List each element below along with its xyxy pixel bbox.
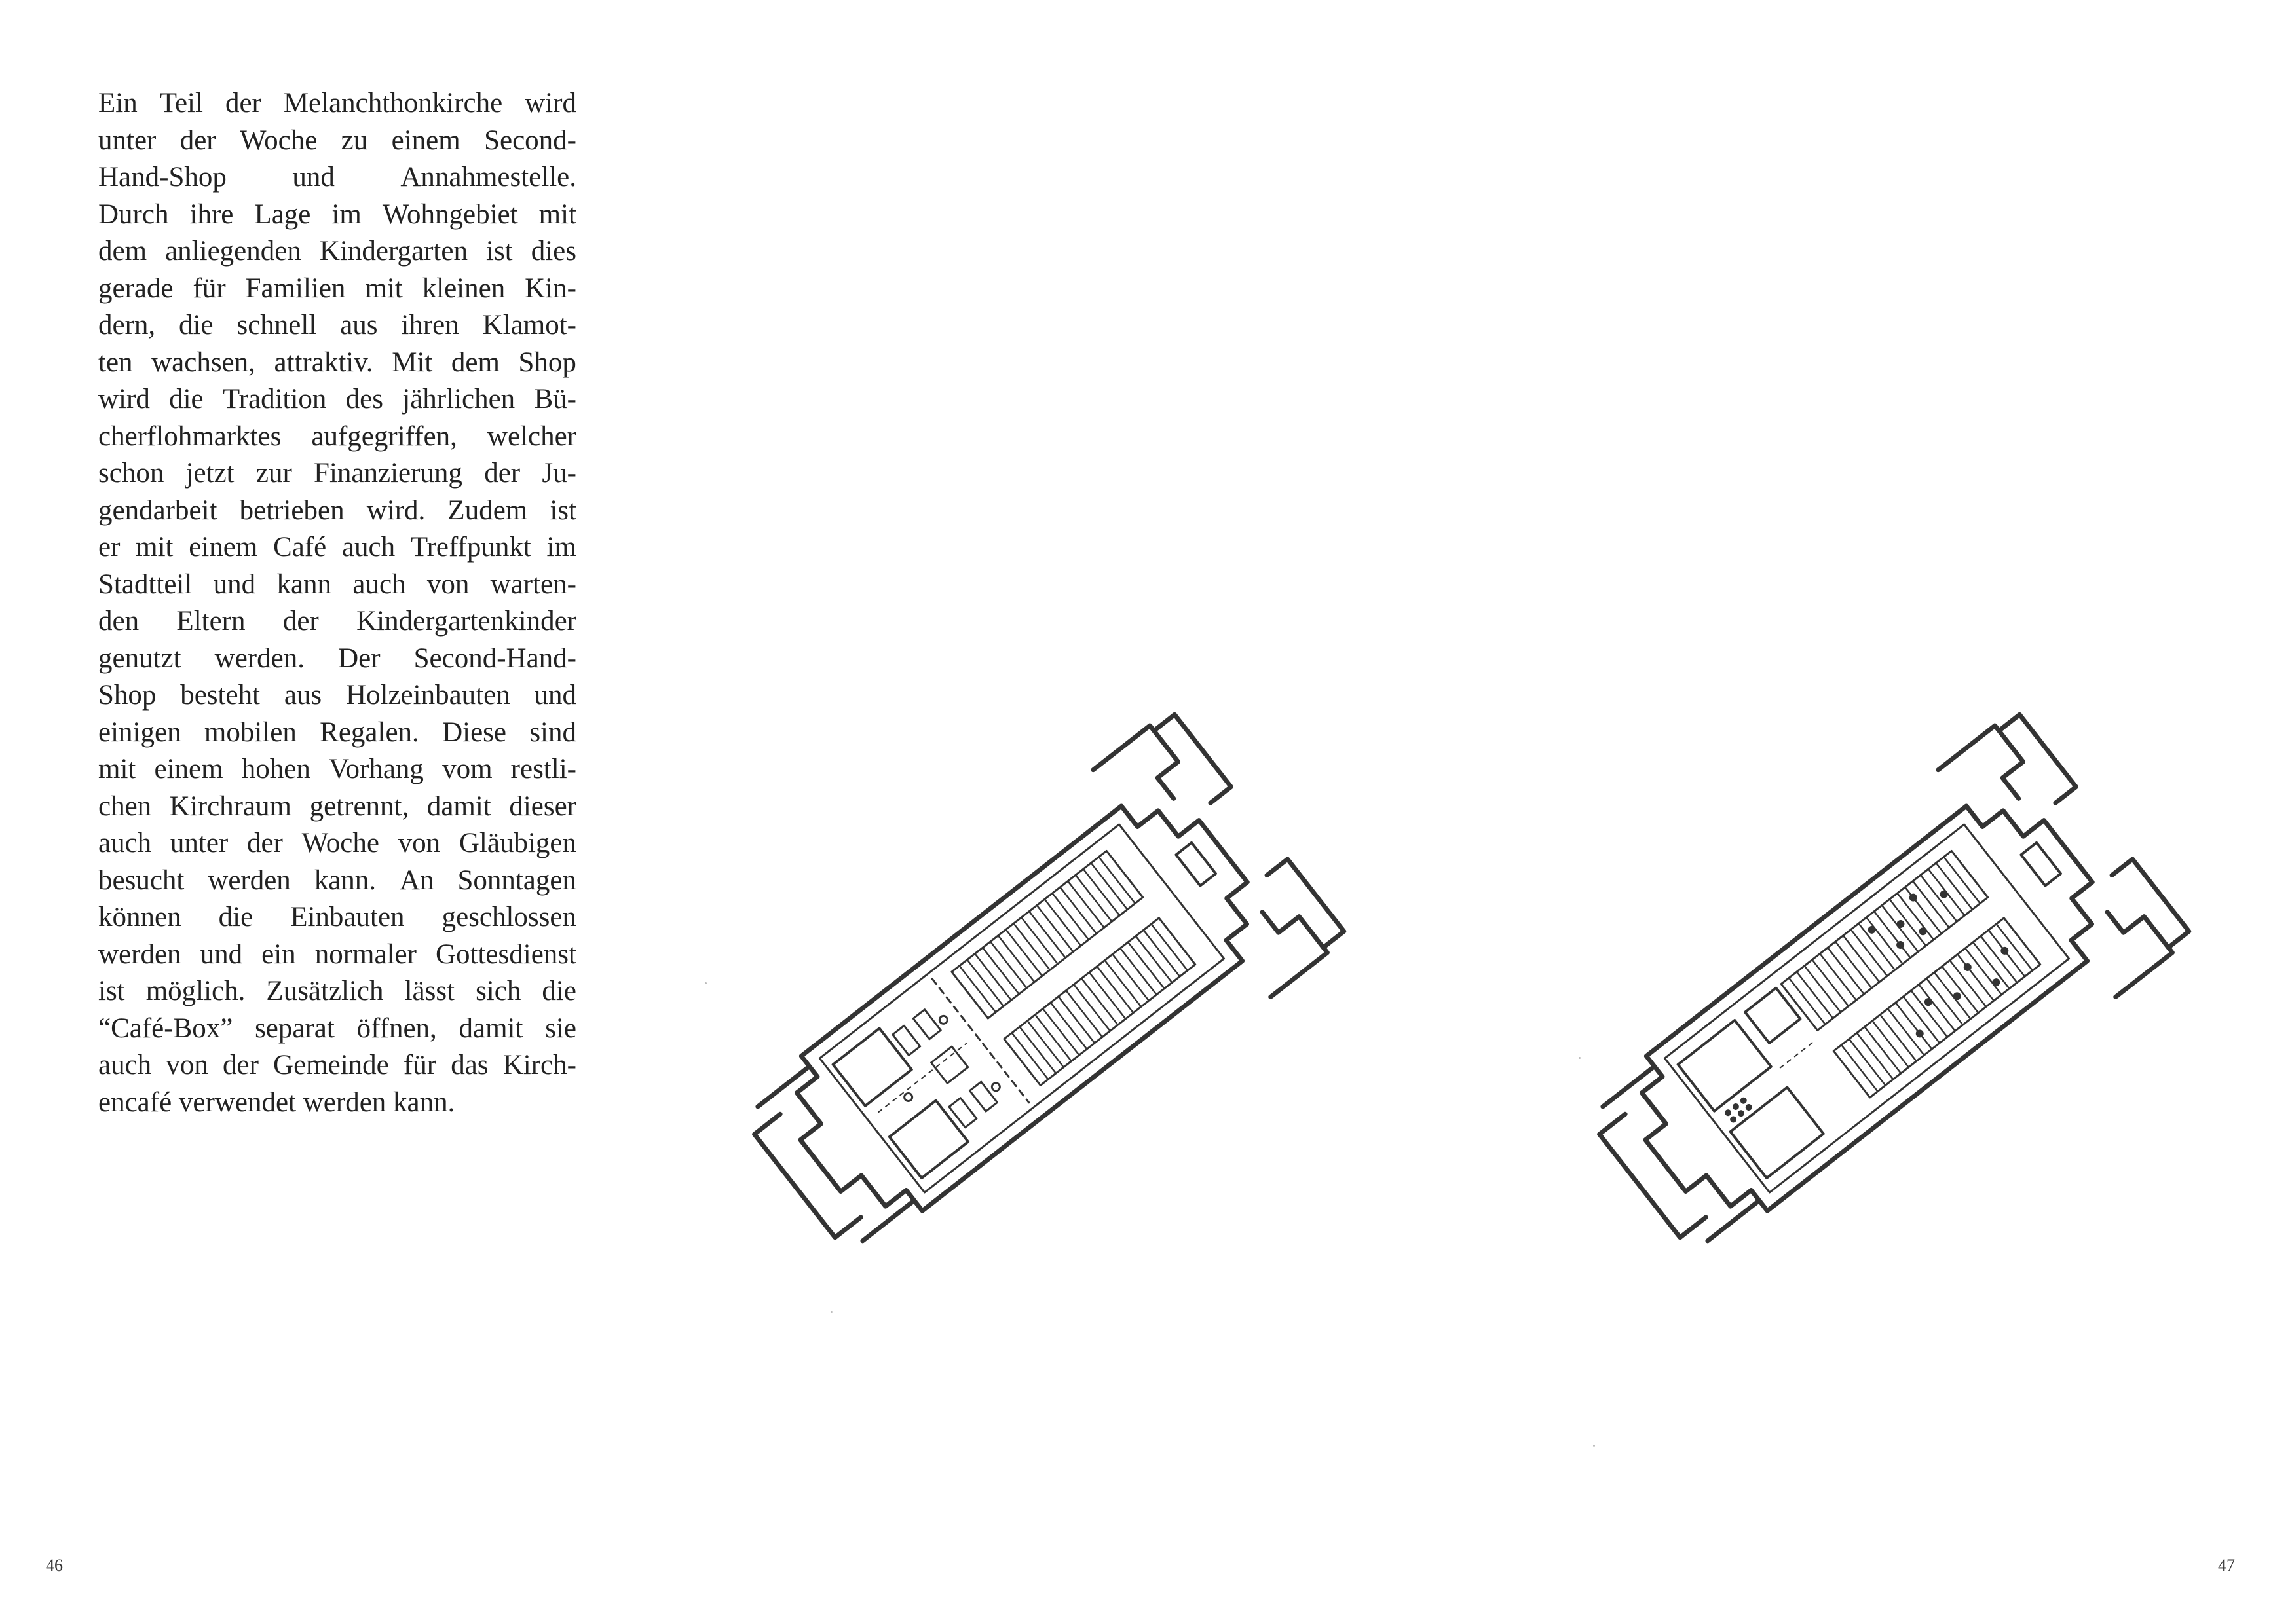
- text-line: besucht werden kann. An Sonntagen: [98, 864, 576, 896]
- body-text: [98, 85, 576, 1121]
- text-line: gerade für Familien mit kleinen Kin-: [98, 272, 576, 304]
- text-line: er mit einem Café auch Treffpunkt im: [98, 532, 576, 563]
- text-line: Durch ihre Lage im Wohngebiet mit: [98, 198, 576, 230]
- page-number-left: 46: [46, 1556, 63, 1575]
- paper-speck: [831, 1311, 833, 1313]
- text-line: können die Einbauten geschlossen: [98, 902, 576, 932]
- text-line: mit einem hohen Vorhang vom restli-: [98, 754, 576, 784]
- text-line: cherflohmarktes aufgegriffen, welcher: [98, 420, 576, 452]
- floor-plan-icon: [1552, 674, 2181, 1342]
- text-line: chen Kirchraum getrennt, damit dieser: [98, 790, 576, 822]
- text-line: ist möglich. Zusätzlich lässt sich die: [98, 976, 576, 1006]
- text-line: den Eltern der Kindergartenkinder: [98, 606, 576, 637]
- text-line: genutzt werden. Der Second-Hand-: [98, 642, 576, 674]
- text-line: einigen mobilen Regalen. Diese sind: [98, 716, 576, 748]
- paper-speck: [1593, 1445, 1595, 1447]
- floor-plan-sunday: [1552, 674, 2181, 1342]
- text-line: werden und ein normaler Gottesdienst: [98, 938, 576, 970]
- text-line: “Café-Box” separat öffnen, damit sie: [98, 1012, 576, 1044]
- text-line: dem anliegenden Kindergarten ist dies: [98, 236, 576, 267]
- text-line: auch von der Gemeinde für das Kirch-: [98, 1050, 576, 1080]
- page-number-right: 47: [2218, 1556, 2235, 1575]
- text-line: encafé verwendet werden kann.: [98, 1086, 455, 1118]
- text-line: ten wachsen, attraktiv. Mit dem Shop: [98, 346, 576, 378]
- floor-plan-weekday: [707, 674, 1336, 1342]
- floor-plan-icon: [707, 674, 1336, 1342]
- text-line: Ein Teil der Melanchthonkirche wird: [98, 88, 576, 119]
- text-line: wird die Tradition des jährlichen Bü-: [98, 384, 576, 415]
- text-line: schon jetzt zur Finanzierung der Ju-: [98, 458, 576, 489]
- text-line: unter der Woche zu einem Second-: [98, 124, 576, 156]
- text-line: Hand-Shop und Annahmestelle.: [98, 162, 576, 193]
- text-line: dern, die schnell aus ihren Klamot-: [98, 310, 576, 341]
- text-line: Shop besteht aus Holzeinbauten und: [98, 680, 576, 710]
- text-line: gendarbeit betrieben wird. Zudem ist: [98, 494, 576, 526]
- paper-speck: [705, 982, 707, 984]
- text-line: Stadtteil und kann auch von warten-: [98, 568, 576, 600]
- text-line: auch unter der Woche von Gläubigen: [98, 828, 576, 858]
- paper-speck: [1579, 1057, 1581, 1059]
